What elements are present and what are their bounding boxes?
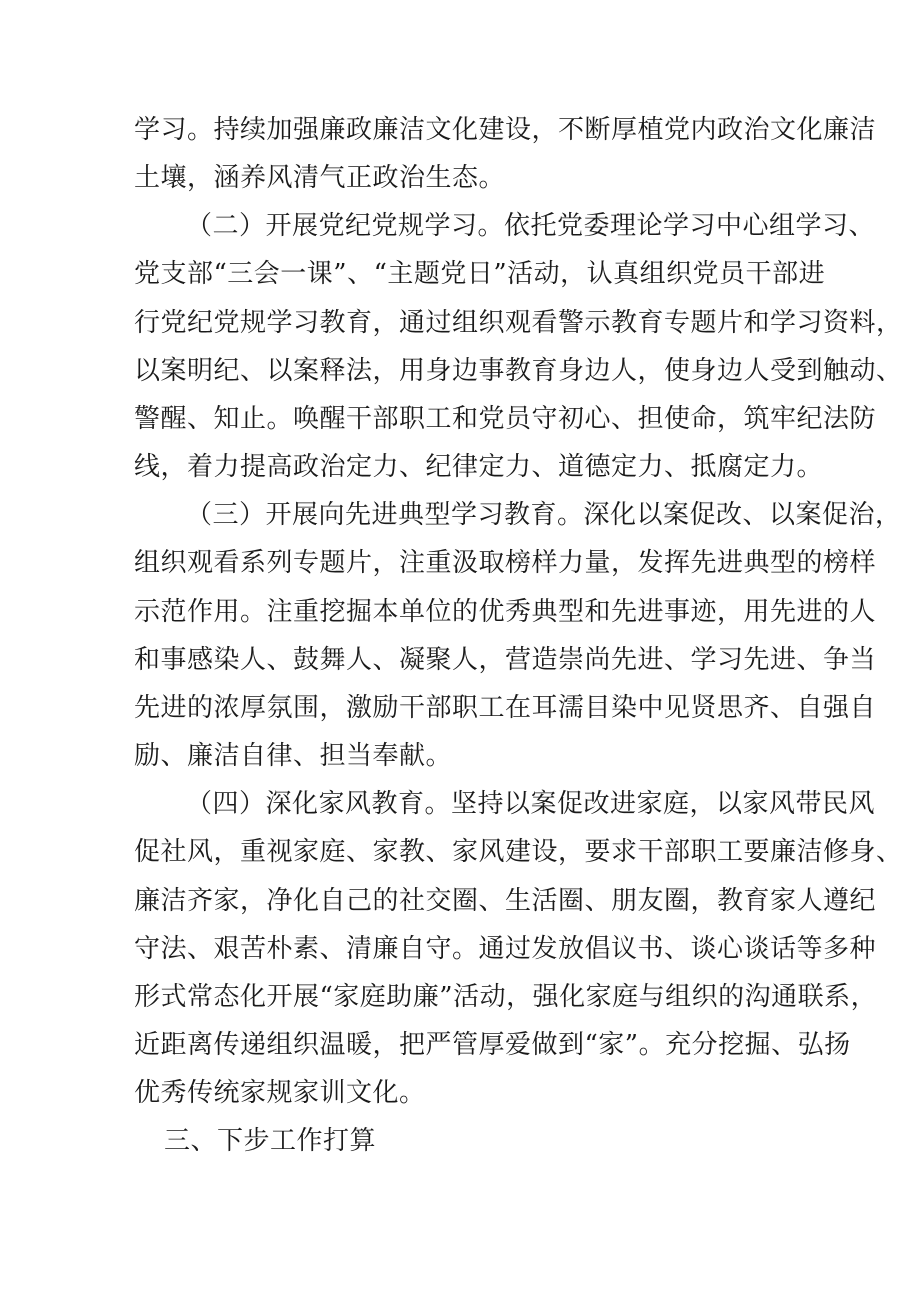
paragraph-line: 以案明纪、以案释法，用身边事教育身边人，使身边人受到触动、 (134, 356, 903, 386)
paragraph-line: 先进的浓厚氛围，激励干部职工在耳濡目染中见贤思齐、自强自 (134, 693, 877, 723)
section-heading-next-steps: 三、下步工作打算 (164, 1126, 377, 1156)
paragraph-line: 组织观看系列专题片，注重汲取榜样力量，发挥先进典型的榜样 (134, 548, 877, 578)
paragraph-line: 示范作用。注重挖掘本单位的优秀典型和先进事迹，用先进的人 (134, 597, 877, 627)
paragraph-line: 和事感染人、鼓舞人、凝聚人，营造崇尚先进、学习先进、争当 (134, 645, 877, 675)
section-2-heading-line: （二）开展党纪党规学习。依托党委理论学习中心组学习、 (186, 211, 876, 241)
section-4-heading-line: （四）深化家风教育。坚持以案促改进家庭，以家风带民风 (186, 789, 876, 819)
paragraph-line: 土壤，涵养风清气正政治生态。 (134, 163, 506, 193)
section-3-heading-line: （三）开展向先进典型学习教育。深化以案促改、以案促治， (186, 500, 902, 530)
paragraph-line: 励、廉洁自律、担当奉献。 (134, 741, 453, 771)
paragraph-line: 廉洁齐家，净化自己的社交圈、生活圈、朋友圈，教育家人遵纪 (134, 886, 877, 916)
paragraph-line: 线，着力提高政治定力、纪律定力、道德定力、抵腐定力。 (134, 452, 824, 482)
paragraph-line: 党支部“三会一课”、“主题党日”活动，认真组织党员干部进 (134, 259, 826, 289)
paragraph-line: 近距离传递组织温暖，把严管厚爱做到“家”。充分挖掘、弘扬 (134, 1030, 851, 1060)
paragraph-line: 警醒、知止。唤醒干部职工和党员守初心、担使命，筑牢纪法防 (134, 404, 877, 434)
paragraph-line: 行党纪党规学习教育，通过组织观看警示教育专题片和学习资料， (134, 308, 903, 338)
paragraph-line: 学习。持续加强廉政廉洁文化建设，不断厚植党内政治文化廉洁 (134, 115, 877, 145)
paragraph-line: 形式常态化开展“家庭助廉”活动，强化家庭与组织的沟通联系， (134, 982, 878, 1012)
paragraph-line: 优秀传统家规家训文化。 (134, 1078, 426, 1108)
paragraph-line: 促社风，重视家庭、家教、家风建设，要求干部职工要廉洁修身、 (134, 837, 903, 867)
paragraph-line: 守法、艰苦朴素、清廉自守。通过发放倡议书、谈心谈话等多种 (134, 934, 877, 964)
